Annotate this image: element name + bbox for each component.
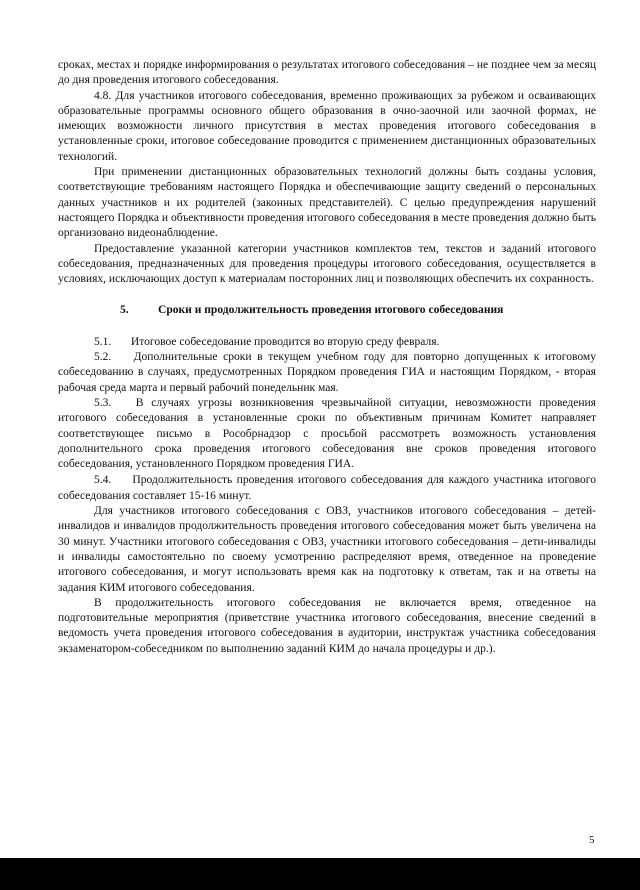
paragraph-number-5-1: 5.1. — [94, 335, 112, 348]
section-title: Сроки и продолжительность проведения итогового собеседования — [158, 304, 504, 317]
paragraph-text-5-3: В случаях угрозы возникновения чрезвычайной ситуации, невозможности проведения итогового собеседования в установленные сроки по объективным причинам Комитет направляет соответствующее письмо в Рособрнадзор с просьбой рассмотреть возможность установления дополнительного срока проведения итогового собеседования вне сроков проведения итогового собеседования, установленного Порядком проведения ГИА. — [58, 396, 596, 471]
scan-border-band — [0, 858, 640, 890]
paragraph-continuation: сроках, местах и порядке информирования о результатах итогового собеседования – не позднее чем за месяц до дня проведения итогового собеседования. — [58, 59, 596, 87]
paragraph-number-5-4: 5.4. — [94, 474, 112, 487]
section-heading — [58, 303, 596, 318]
paragraph-text-5-1: Итоговое собеседование проводится во вторую среду февраля. — [130, 335, 440, 348]
paragraph-5-1 — [58, 335, 596, 350]
paragraph-text-5-4: Продолжительность проведения итогового собеседования для каждого участника итогового собеседования составляет 15-16 минут. — [58, 474, 596, 502]
paragraph-5-2 — [58, 350, 596, 396]
paragraph-4-8: 4.8. Для участников итогового собеседования, временно проживающих за рубежом и осваивающих образовательные программы основного общего образования в очно-заочной или заочной формах, не имеющих возможности личного присутствия в местах проведения итогового собеседования в установленные сроки, итоговое собеседование проводится с применением дистанционных образовательных технологий. — [58, 89, 596, 163]
section-number: 5. — [120, 304, 129, 317]
paragraph-5-4 — [58, 473, 596, 504]
paragraph-materials: Предоставление указанной категории участников комплектов тем, текстов и заданий итогового собеседования, предназначенных для проведения процедуры итогового собеседования, осуществляется в условиях, исключающих доступ к материалам посторонних лиц и позволяющих обеспечить их сохранность. — [58, 242, 596, 286]
paragraph-duration-exclusions: В продолжительность итогового собеседования не включается время, отведенное на подготовительные мероприятия (приветствие участника итогового собеседования, внесение сведений в ведомость учета проведения итогового собеседования в аудитории, инструктаж участника собеседования экзаменатором-собеседником по выполнению заданий КИМ до начала процедуры и др.). — [58, 596, 596, 655]
paragraph-number-5-2: 5.2. — [94, 351, 112, 364]
page-number: 5 — [589, 834, 595, 846]
document-page — [58, 58, 596, 657]
paragraph-distance-technologies: При применении дистанционных образовательных технологий должны быть созданы условия, соответствующие требованиям настоящего Порядка и обеспечивающие защиту сведений о персональных данных участников и их родителей (законных представителей). С целью предупреждения нарушений настоящего Порядка и объективности проведения итогового собеседования в месте проведения должно быть организовано видеонаблюдение. — [58, 166, 596, 240]
paragraph-text-5-2: Дополнительные сроки в текущем учебном году для повторно допущенных к итоговому собеседованию в случаях, предусмотренных Порядком проведения ГИА и настоящим Порядком, - вторая рабочая среда марта и первый рабочий понедельник мая. — [58, 351, 597, 394]
paragraph-ovz: Для участников итогового собеседования с ОВЗ, участников итогового собеседования – детей-инвалидов и инвалидов продолжительность проведения итогового собеседования может быть увеличена на 30 минут. Участники итогового собеседования с ОВЗ, участники итогового собеседования – дети-инвалиды и инвалиды самостоятельно по своему усмотрению распределяют время, отведенное на проведение итогового собеседования, и могут использовать время как на подготовку к ответам, так и на ответы на задания КИМ итогового собеседования. — [58, 505, 596, 594]
paragraph-number-5-3: 5.3. — [94, 396, 112, 409]
paragraph-5-3 — [58, 396, 596, 472]
